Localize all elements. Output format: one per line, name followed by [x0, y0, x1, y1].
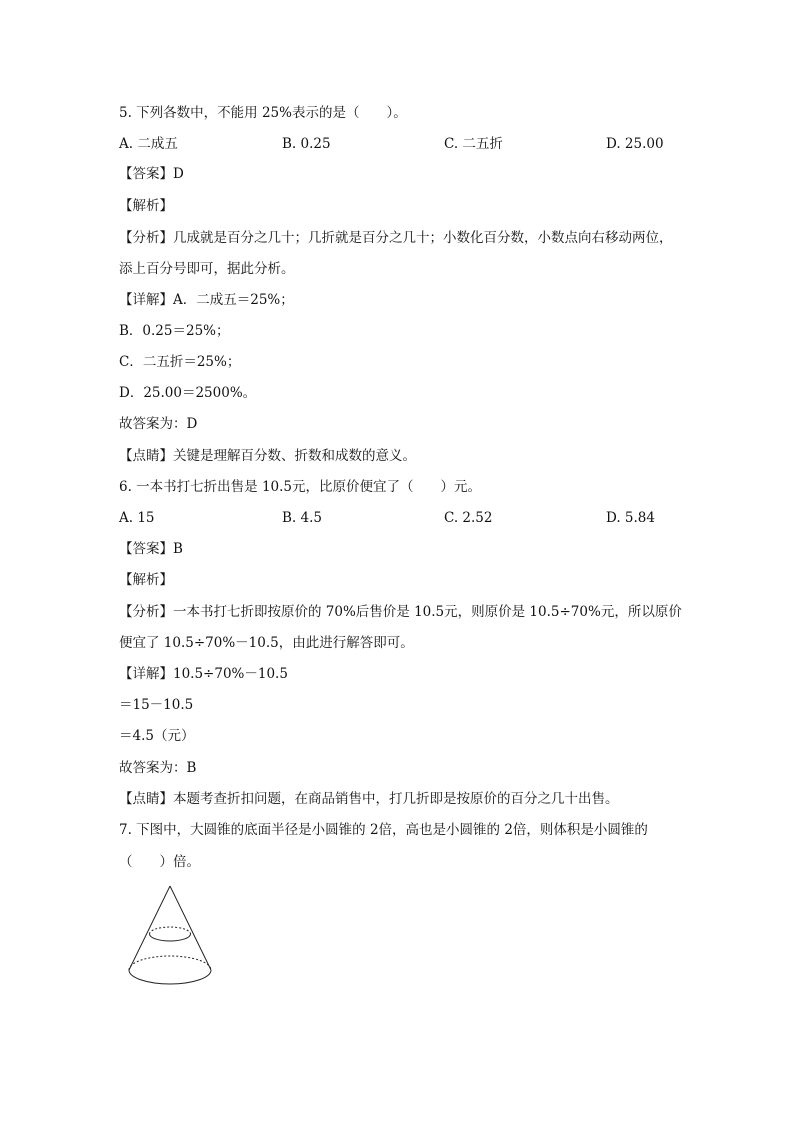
question-7-stem-line-2: （ ）倍。	[119, 854, 200, 870]
q6-comment: 【点睛】本题考查折扣问题，在商品销售中，打几折即是按原价的百分之几十出售。	[119, 791, 619, 807]
q6-answer: 【答案】B	[119, 541, 183, 557]
q6-analysis-line-1: 【分析】一本书打七折即按原价的 70%后售价是 10.5元，则原价是 10.5÷70%元，所以原价	[119, 604, 682, 620]
q5-option-a: A. 二成五	[119, 136, 178, 152]
large-cone-base-front	[129, 970, 211, 984]
q5-analysis-line-2: 添上百分号即可，据此分析。	[119, 261, 295, 277]
q5-detail-line-2: B．0.25＝25%；	[119, 323, 230, 339]
q6-detail-line-2: ＝15－10.5	[119, 697, 194, 713]
q5-option-b: B. 0.25	[282, 136, 331, 152]
q6-analysis-line-2: 便宜了 10.5÷70%－10.5，由此进行解答即可。	[119, 635, 414, 651]
small-cone-base-back	[150, 927, 191, 934]
q6-conclusion: 故答案为：B	[119, 760, 197, 776]
large-cone-base-back	[129, 956, 211, 970]
nested-cones-figure	[120, 884, 220, 994]
q5-analysis-heading: 【解析】	[119, 198, 173, 214]
small-cone-base-front	[150, 934, 191, 941]
q6-detail-line-1: 【详解】10.5÷70%－10.5	[119, 666, 288, 682]
q5-detail-line-1: 【详解】A．二成五＝25%；	[119, 292, 294, 308]
q6-option-a: A. 15	[119, 510, 155, 526]
q5-detail-line-4: D．25.00＝2500%。	[119, 385, 257, 401]
q6-option-d: D. 5.84	[606, 510, 655, 526]
q5-option-d: D. 25.00	[606, 136, 664, 152]
question-5-stem: 5. 下列各数中，不能用 25%表示的是（ ）。	[119, 105, 407, 121]
q5-answer: 【答案】D	[119, 166, 184, 182]
q6-detail-line-3: ＝4.5（元）	[119, 728, 195, 744]
q5-comment: 【点睛】关键是理解百分数、折数和成数的意义。	[119, 448, 416, 464]
q5-option-c: C. 二五折	[444, 136, 503, 152]
question-7-stem-line-1: 7. 下图中，大圆锥的底面半径是小圆锥的 2倍，高也是小圆锥的 2倍，则体积是小圆锥的	[119, 822, 648, 838]
q6-analysis-heading: 【解析】	[119, 572, 173, 588]
question-6-stem: 6. 一本书打七折出售是 10.5元，比原价便宜了（ ）元。	[119, 479, 482, 495]
q6-option-c: C. 2.52	[444, 510, 493, 526]
q5-conclusion: 故答案为：D	[119, 416, 198, 432]
q6-option-b: B. 4.5	[282, 510, 322, 526]
q5-detail-line-3: C．二五折＝25%；	[119, 354, 241, 370]
q5-analysis-line-1: 【分析】几成就是百分之几十；几折就是百分之几十；小数化百分数，小数点向右移动两位，	[119, 230, 673, 246]
